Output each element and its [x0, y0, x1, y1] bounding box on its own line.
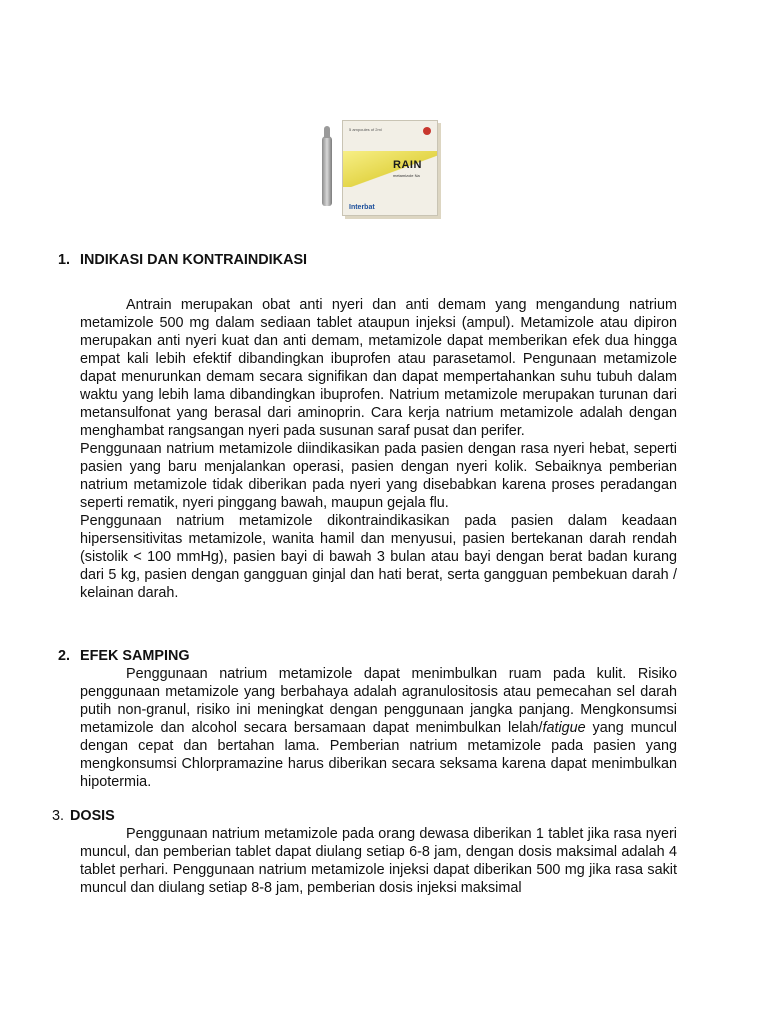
- product-image: [318, 114, 442, 222]
- section-3-paragraph: Penggunaan natrium metamizole pada orang dewasa diberikan 1 tablet jika rasa nyeri muncul, dan pemberian tablet dapat diulang setiap 6-8 jam, dengan dosis maksimal adalah 4 tablet perhari. Penggunaan natrium metamizole injeksi dapat diberikan 500 mg jika rasa sakit muncul dan diulang setiap 8-8 jam, pemberian dosis injeksi maksimal: [80, 826, 677, 896]
- section-2-number: 2.: [58, 648, 71, 664]
- section-3-number: 3.: [52, 808, 65, 824]
- box-stripe: [343, 151, 437, 187]
- brand-subtext: metamizole Na: [393, 173, 420, 178]
- section-1-title: INDIKASI DAN KONTRAINDIKASI: [80, 252, 308, 268]
- section-2-title: EFEK SAMPING: [80, 648, 190, 664]
- section-1-paragraph-2: Penggunaan natrium metamizole diindikasikan pada pasien dengan rasa nyeri hebat, seperti pasien yang baru menjalankan operasi, pasien dengan nyeri kolik. Sebaiknya pemberian natrium metamizole tidak diberikan pada nyeri yang disebabkan karena proses peradangan seperti rematik, nyeri pinggang bawah, maupun gejala flu.: [80, 441, 677, 511]
- ampoule-image: [322, 136, 332, 206]
- red-mark-icon: [423, 127, 431, 135]
- box-text: 5 ampoules of 2ml: [349, 127, 382, 132]
- section-1-paragraph-3: Penggunaan natrium metamizole dikontraindikasikan pada pasien dalam keadaan hipersensitivitas metamizole, wanita hamil dan menyusui, pasien bertekanan darah rendah (sistolik < 100 mmHg), pasien bayi di bawah 3 bulan atau bayi dengan berat badan kurang dari 5 kg, pasien dengan gangguan ginjal dan hati berat, serta gangguan pembekuan darah / kelainan darah.: [80, 513, 677, 601]
- section-2-body: [80, 665, 677, 791]
- section-3-title: DOSIS: [70, 808, 115, 824]
- section-1-body: [80, 296, 677, 602]
- brand-name: RAIN: [393, 159, 422, 171]
- section-3-body: [80, 825, 677, 897]
- section-2-paragraph: [80, 665, 677, 791]
- section-2-text-after: yang muncul dengan cepat dan bertahan lama. Pemberian natrium metamizole pada pasien yang mengkonsumsi Chlorpramazine harus diberikan secara seksama karena dapat menimbulkan hipotermia.: [80, 720, 678, 790]
- section-2-italic-term: fatigue: [542, 720, 586, 736]
- product-box: [342, 120, 438, 216]
- section-1-number: 1.: [58, 252, 71, 268]
- section-1-paragraph-1: Antrain merupakan obat anti nyeri dan anti demam yang mengandung natrium metamizole 500 mg dalam sediaan tablet ataupun injeksi (ampul). Metamizole atau dipiron merupakan anti nyeri kuat dan anti demam, metamizole dapat memberikan efek dua hingga empat kali lebih efektif dibandingkan ibuprofen atau parasetamol. Pengunaan metamizole dapat menurunkan demam secara signifikan dan dapat mempertahankan suhu tubuh dalam waktu yang lebih lama dibandingkan ibuprofen. Natrium metamizole merupakan turunan dari metansulfonat yang berasal dari aminoprin. Cara kerja natrium metamizole adalah dengan menghambat rangsangan nyeri pada susunan saraf pusat dan perifer.: [80, 297, 677, 439]
- section-2-text-before: Penggunaan natrium metamizole dapat menimbulkan ruam pada kulit. Risiko penggunaan metamizole yang berbahaya adalah agranulositosis atau pemecahan sel darah putih non-granul, risiko ini meningkat dengan penggunaan jangka panjang. Mengkonsumsi metamizole dan alcohol secara bersamaan dapat menimbulkan lelah/: [80, 666, 677, 736]
- maker-logo: Interbat: [349, 204, 375, 211]
